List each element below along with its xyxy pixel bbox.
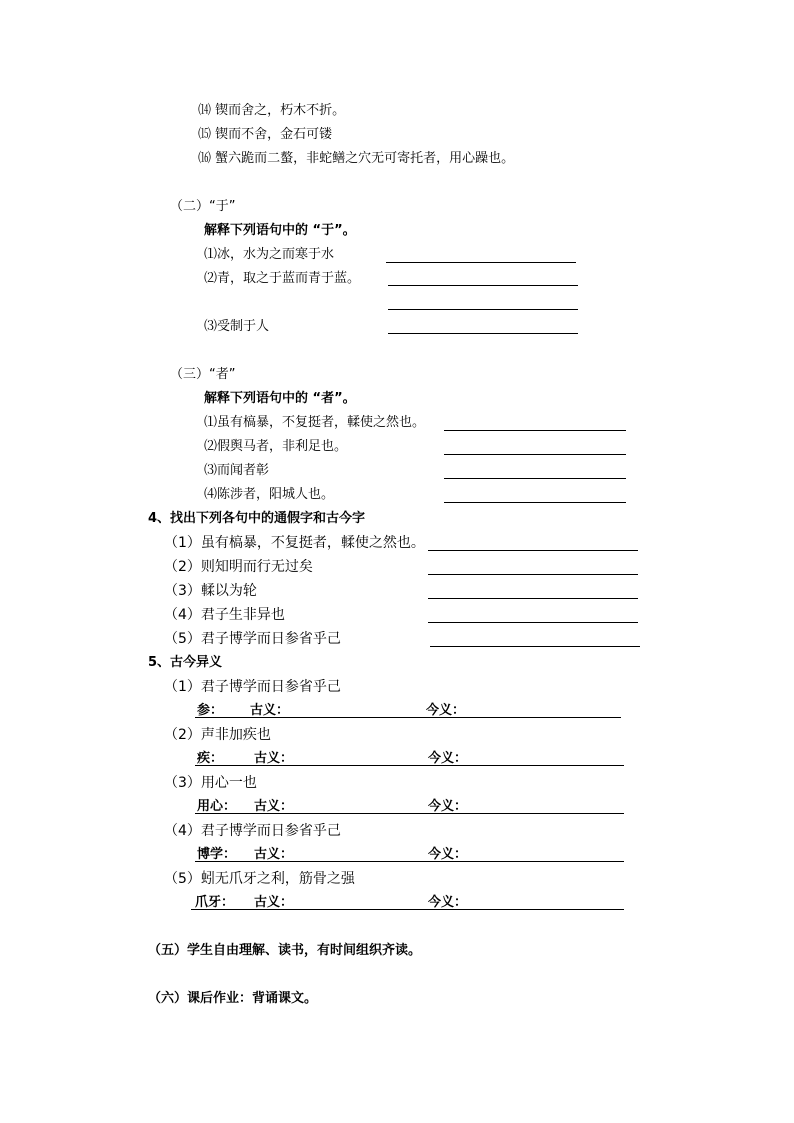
- answer-line[interactable]: [444, 454, 626, 455]
- modern-label: 今义：: [428, 799, 468, 814]
- section-3-item-2: ⑵假舆马者，非利足也。: [204, 439, 348, 454]
- answer-line[interactable]: [191, 909, 624, 910]
- section-2-item-1: ⑴冰，水为之而寒于水: [204, 247, 335, 262]
- answer-line[interactable]: [444, 430, 626, 431]
- modern-label: 今义：: [426, 703, 466, 718]
- answer-line[interactable]: [444, 478, 626, 479]
- answer-line[interactable]: [428, 574, 638, 575]
- section-5-sentence-4: （4）君子博学而日参省乎己: [164, 823, 341, 839]
- section-7-title: （六）课后作业：背诵课文。: [148, 991, 318, 1006]
- section-2-title: （二）“于”: [170, 199, 236, 214]
- section-5-title: 5、古今异义: [148, 655, 223, 670]
- answer-line[interactable]: [428, 550, 638, 551]
- sentence-14: ⒁ 锲而舍之，朽木不折。: [198, 103, 346, 118]
- section-3-title: （三）“者”: [170, 367, 236, 382]
- term-word: 用心：: [197, 799, 237, 814]
- section-2-item-3: ⑶受制于人: [204, 319, 270, 334]
- answer-line[interactable]: [428, 622, 638, 623]
- answer-line[interactable]: [388, 285, 578, 286]
- section-4-item-5: （5）君子博学而日参省乎己: [164, 631, 341, 647]
- term-word: 参：: [197, 703, 224, 718]
- section-3-item-3: ⑶而闻者彰: [204, 463, 270, 478]
- sentence-16: ⒃ 蟹六跪而二螯，非蛇鳝之穴无可寄托者，用心躁也。: [198, 151, 515, 166]
- answer-line[interactable]: [388, 309, 578, 310]
- section-3-item-1: ⑴虽有槁暴，不复挺者，輮使之然也。: [204, 415, 426, 430]
- section-2-instruction: 解释下列语句中的 “于”。: [204, 223, 356, 238]
- answer-line[interactable]: [386, 262, 576, 263]
- answer-line[interactable]: [444, 502, 626, 503]
- section-4-item-4: （4）君子生非异也: [164, 607, 285, 623]
- ancient-label: 古义：: [254, 895, 294, 910]
- answer-line[interactable]: [195, 765, 624, 766]
- ancient-label: 古义：: [254, 799, 294, 814]
- section-5-sentence-1: （1）君子博学而日参省乎己: [164, 679, 341, 695]
- modern-label: 今义：: [428, 847, 468, 862]
- answer-line[interactable]: [195, 717, 621, 718]
- section-6-title: （五）学生自由理解、读书，有时间组织齐读。: [148, 943, 422, 958]
- term-word: 爪牙：: [195, 895, 235, 910]
- section-5-sentence-5: （5）蚓无爪牙之利，筋骨之强: [164, 871, 355, 887]
- ancient-label: 古义：: [254, 751, 294, 766]
- section-3-instruction: 解释下列语句中的 “者”。: [204, 391, 356, 406]
- section-4-item-3: （3）輮以为轮: [164, 583, 257, 599]
- modern-label: 今义：: [428, 751, 468, 766]
- section-4-item-1: （1）虽有槁暴，不复挺者，輮使之然也。: [164, 535, 425, 551]
- answer-line[interactable]: [195, 813, 624, 814]
- section-3-item-4: ⑷陈涉者，阳城人也。: [204, 487, 335, 502]
- answer-line[interactable]: [195, 861, 624, 862]
- section-4-title: 4、找出下列各句中的通假字和古今字: [148, 511, 366, 526]
- section-4-item-2: （2）则知明而行无过矣: [164, 559, 313, 575]
- section-5-sentence-3: （3）用心一也: [164, 775, 257, 791]
- ancient-label: 古义：: [250, 703, 290, 718]
- term-word: 博学：: [197, 847, 237, 862]
- modern-label: 今义：: [428, 895, 468, 910]
- answer-line[interactable]: [428, 598, 638, 599]
- ancient-label: 古义：: [254, 847, 294, 862]
- sentence-15: ⒂ 锲而不舍，金石可镂: [198, 127, 333, 142]
- section-5-sentence-2: （2）声非加疾也: [164, 727, 271, 743]
- answer-line[interactable]: [430, 646, 640, 647]
- term-word: 疾：: [197, 751, 224, 766]
- answer-line[interactable]: [388, 333, 578, 334]
- section-2-item-2: ⑵青，取之于蓝而青于蓝。: [204, 271, 361, 286]
